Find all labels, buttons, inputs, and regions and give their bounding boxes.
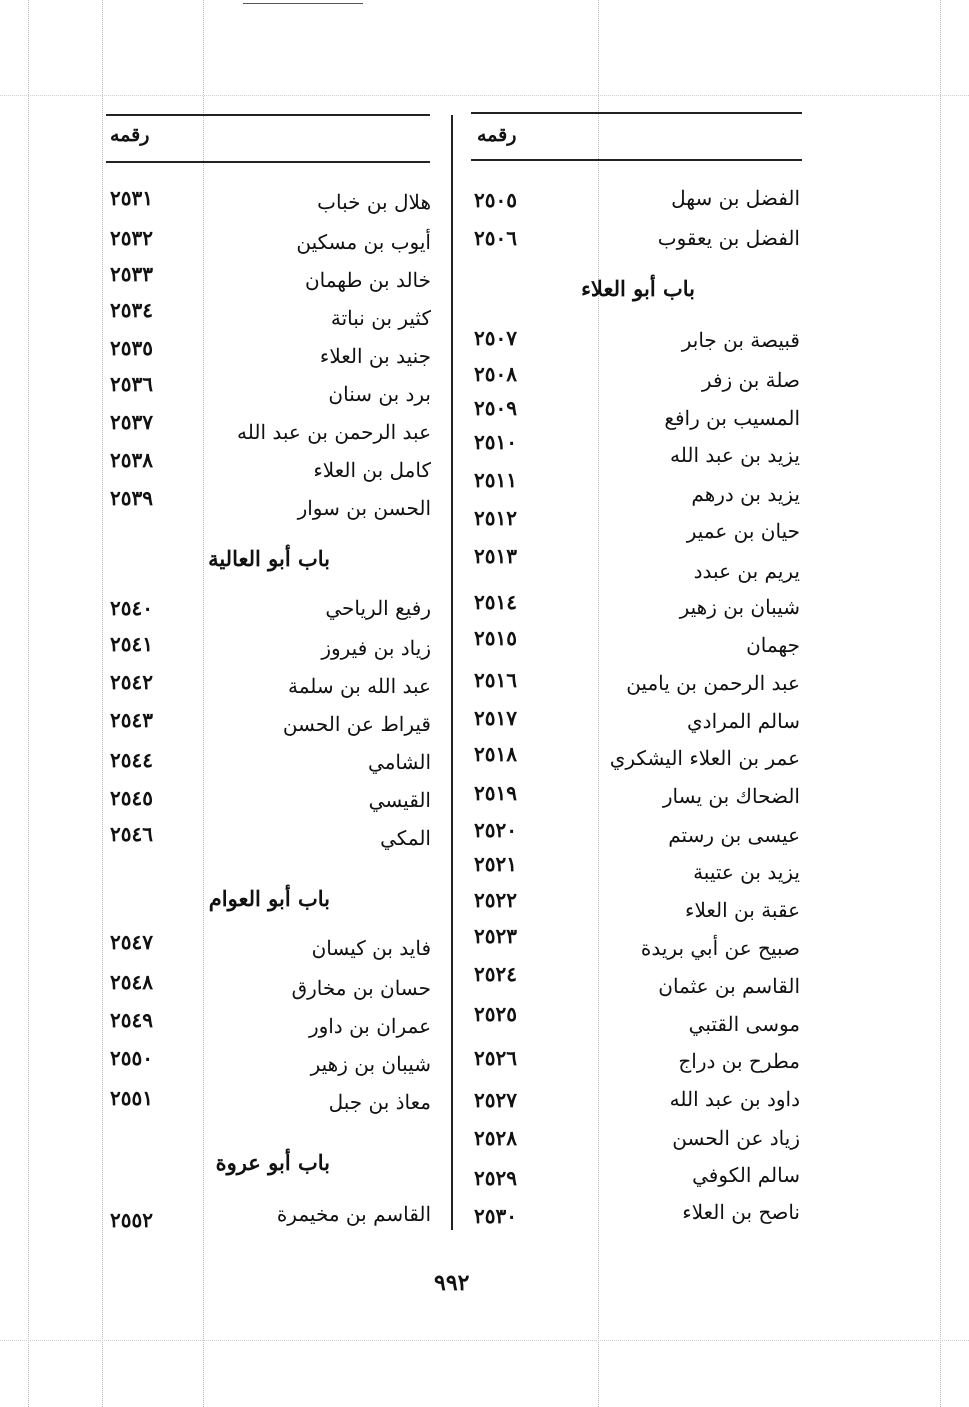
entry-number: ٢٥٠٥ (474, 188, 517, 212)
entry-name: القاسم بن مخيمرة (276, 1202, 431, 1226)
entry-name: جنيد بن العلاء (319, 344, 431, 368)
entry-number: ٢٥٢٤ (474, 962, 517, 986)
left-header-top-rule (106, 114, 430, 116)
entry-number: ٢٥٠٧ (474, 326, 517, 350)
entry-name: مطرح بن دراج (678, 1049, 800, 1073)
entry-name: عمران بن داور (308, 1014, 431, 1038)
entry-number: ٢٥٢٩ (474, 1166, 517, 1190)
section-title: باب أبو العالية (208, 546, 330, 571)
right-header-top-rule (471, 112, 802, 114)
entry-name: يزيد بن عتيبة (693, 860, 800, 884)
left-column-header: رقمه (110, 124, 150, 146)
entry-name: قبيصة بن جابر (681, 328, 800, 352)
entry-name: هلال بن خباب (317, 190, 431, 214)
entry-number: ٢٥٤٠ (110, 596, 153, 620)
entry-number: ٢٥٤٩ (110, 1008, 153, 1032)
top-rule (243, 3, 363, 4)
entry-name: عبد الرحمن بن يامين (626, 671, 800, 695)
entry-name: أيوب بن مسكين (296, 230, 431, 254)
entry-name: القيسي (368, 788, 431, 812)
column-divider (451, 115, 453, 1230)
guide-line (598, 0, 599, 1407)
entry-name: عقبة بن العلاء (685, 898, 800, 922)
entry-name: الفضل بن سهل (671, 186, 800, 210)
entry-name: المسيب بن رافع (664, 406, 800, 430)
entry-number: ٢٥٤٢ (110, 670, 153, 694)
guide-line (102, 0, 103, 1407)
entry-name: الحسن بن سوار (297, 496, 431, 520)
entry-name: ناصح بن العلاء (682, 1200, 800, 1224)
entry-name: قيراط عن الحسن (282, 712, 431, 736)
entry-name: كامل بن العلاء (313, 458, 431, 482)
right-header-bottom-rule (471, 159, 802, 161)
entry-name: برد بن سنان (328, 382, 431, 406)
entry-number: ٢٥٤٦ (110, 822, 153, 846)
entry-name: موسى القتبي (688, 1012, 800, 1036)
entry-name: داود بن عبد الله (669, 1087, 800, 1111)
entry-number: ٢٥٣٨ (110, 448, 153, 472)
entry-number: ٢٥٤٣ (110, 708, 153, 732)
entry-number: ٢٥٥١ (110, 1086, 153, 1110)
entry-name: صبيح عن أبي بريدة (640, 936, 800, 960)
section-title: باب أبو العلاء (581, 276, 695, 301)
guide-line (0, 95, 969, 96)
entry-number: ٢٥١٣ (474, 544, 517, 568)
entry-name: الفضل بن يعقوب (657, 226, 800, 250)
entry-number: ٢٥٤٨ (110, 970, 153, 994)
entry-number: ٢٥١٤ (474, 590, 517, 614)
entry-name: كثير بن نباتة (330, 306, 431, 330)
entry-name: رفيع الرياحي (325, 596, 431, 620)
entry-number: ٢٥٢٠ (474, 818, 517, 842)
entry-number: ٢٥٠٩ (474, 396, 517, 420)
entry-number: ٢٥٣٦ (110, 372, 153, 396)
entry-number: ٢٥٢٦ (474, 1046, 517, 1070)
entry-number: ٢٥٢٢ (474, 888, 517, 912)
entry-number: ٢٥٢١ (474, 852, 517, 876)
entry-number: ٢٥١٢ (474, 506, 517, 530)
entry-number: ٢٥٥٢ (110, 1208, 153, 1232)
entry-name: فايد بن كيسان (311, 936, 431, 960)
entry-name: عيسى بن رستم (668, 823, 800, 847)
entry-name: شيبان بن زهير (310, 1052, 431, 1076)
entry-name: الضحاك بن يسار (662, 784, 800, 808)
entry-name: شيبان بن زهير (679, 595, 800, 619)
guide-line (940, 0, 941, 1407)
entry-name: زياد عن الحسن (672, 1126, 800, 1150)
entry-number: ٢٥٣٣ (110, 262, 153, 286)
page-number: ٩٩٢ (434, 1270, 470, 1296)
entry-number: ٢٥٢٣ (474, 924, 517, 948)
entry-number: ٢٥٤٧ (110, 930, 153, 954)
entry-number: ٢٥١٧ (474, 706, 517, 730)
entry-name: جهمان (746, 633, 800, 657)
entry-number: ٢٥٥٠ (110, 1046, 153, 1070)
entry-name: سالم الكوفي (692, 1163, 800, 1187)
entry-name: خالد بن طهمان (304, 268, 431, 292)
entry-number: ٢٥٣٩ (110, 486, 153, 510)
entry-number: ٢٥٣٥ (110, 336, 153, 360)
entry-number: ٢٥١٥ (474, 626, 517, 650)
entry-number: ٢٥٣٠ (474, 1204, 517, 1228)
entry-name: عبد الله بن سلمة (288, 674, 431, 698)
entry-number: ٢٥٠٨ (474, 362, 517, 386)
entry-number: ٢٥٣١ (110, 186, 153, 210)
entry-number: ٢٥٣٢ (110, 226, 153, 250)
entry-name: سالم المرادي (687, 709, 800, 733)
entry-name: المكي (380, 826, 431, 850)
entry-number: ٢٥١٠ (474, 430, 517, 454)
entry-name: القاسم بن عثمان (658, 974, 800, 998)
entry-name: صلة بن زفر (701, 368, 800, 392)
guide-line (28, 0, 29, 1407)
entry-name: معاذ بن جبل (328, 1090, 431, 1114)
entry-name: حسان بن مخارق (291, 976, 431, 1000)
entry-number: ٢٥٠٦ (474, 226, 517, 250)
entry-number: ٢٥١٦ (474, 668, 517, 692)
entry-name: يريم بن عبدد (693, 559, 800, 583)
entry-number: ٢٥١١ (474, 468, 517, 492)
entry-number: ٢٥٢٥ (474, 1002, 517, 1026)
entry-name: عمر بن العلاء اليشكري (609, 746, 800, 770)
entry-number: ٢٥٢٨ (474, 1126, 517, 1150)
entry-name: الشامي (368, 750, 431, 774)
entry-number: ٢٥٤٤ (110, 748, 153, 772)
entry-number: ٢٥٤١ (110, 632, 153, 656)
entry-number: ٢٥٢٧ (474, 1088, 517, 1112)
entry-name: يزيد بن عبد الله (670, 443, 800, 467)
entry-number: ٢٥٣٧ (110, 410, 153, 434)
guide-line (0, 1340, 969, 1341)
section-title: باب أبو عروة (215, 1150, 330, 1175)
entry-number: ٢٥١٨ (474, 742, 517, 766)
entry-number: ٢٥٣٤ (110, 298, 153, 322)
section-title: باب أبو العوام (208, 886, 330, 911)
entry-name: يزيد بن درهم (691, 482, 800, 506)
entry-number: ٢٥١٩ (474, 781, 517, 805)
entry-number: ٢٥٤٥ (110, 786, 153, 810)
entry-name: زياد بن فيروز (321, 636, 431, 660)
guide-line (203, 0, 204, 1407)
right-column-header: رقمه (477, 124, 517, 146)
entry-name: حيان بن عمير (686, 519, 800, 543)
left-header-bottom-rule (106, 161, 430, 163)
entry-name: عبد الرحمن بن عبد الله (237, 420, 431, 444)
